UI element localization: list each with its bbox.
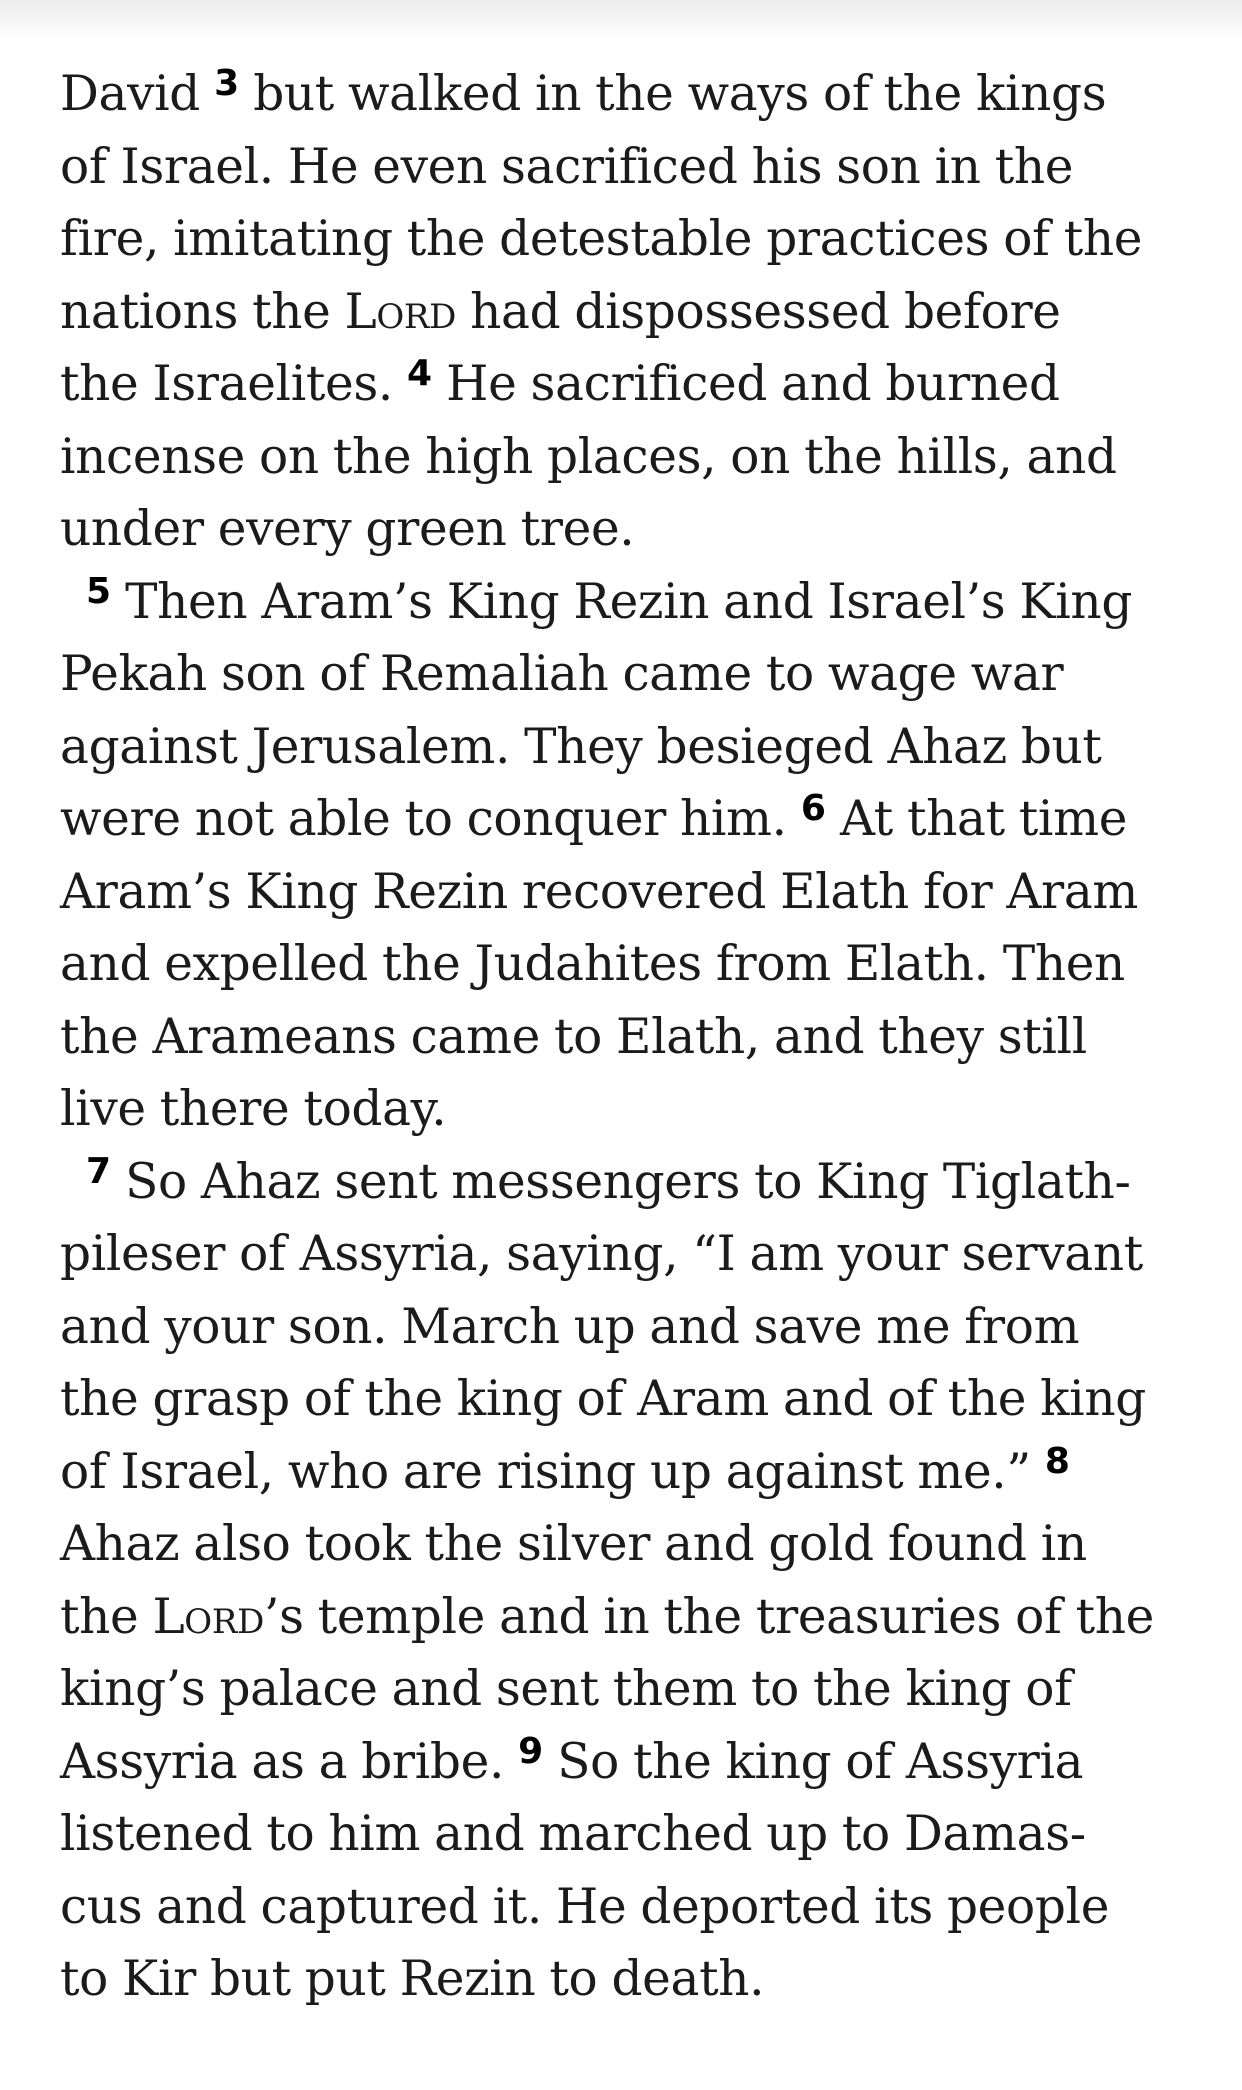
text-line: fire, imitating the detestable practices of the — [60, 211, 1143, 267]
text-line: of Israel. He even sacrificed his son in the — [60, 138, 1074, 195]
text-line — [60, 1581, 1200, 1654]
text-line: against Jerusalem. They besieged Ahaz but — [60, 718, 1102, 775]
text-run: So Ahaz sent messengers to King Tiglath- — [111, 1153, 1131, 1210]
text-line: under every green tree. — [60, 501, 635, 557]
text-run: He sacrificed and burned — [432, 356, 1060, 412]
text-line — [60, 1726, 1200, 1799]
text-line: live there today. — [60, 1081, 447, 1137]
text-run: nations the — [60, 283, 345, 340]
text-line: cus and captured it. He deported its people — [60, 1878, 1110, 1935]
text-line — [60, 1436, 1200, 1509]
text-run: Assyria as a bribe. — [60, 1733, 519, 1790]
text-run: ’s temple and in the treasuries of the — [264, 1588, 1155, 1645]
text-line: incense on the high places, on the hills, and — [60, 428, 1117, 485]
text-line: Pekah son of Remaliah came to wage war — [60, 646, 1064, 702]
text-line — [60, 1146, 1200, 1219]
text-line: and expelled the Judahites from Elath. Then — [60, 936, 1125, 992]
divine-name-lord: Lord — [344, 283, 457, 340]
text-line: to Kir but put Rezin to death. — [60, 1951, 765, 2007]
paragraph-verses-3-4 — [60, 58, 1200, 566]
text-line: Aram’s King Rezin recovered Elath for Aram — [60, 863, 1139, 920]
paragraph-verses-7-9 — [60, 1146, 1200, 2016]
text-run: but walked in the ways of the kings — [239, 66, 1107, 122]
text-run: were not able to conquer him. — [60, 791, 801, 847]
text-run: At that time — [825, 791, 1128, 847]
text-line: and your son. March up and save me from — [60, 1298, 1080, 1355]
verse-number-5[interactable]: 5 — [86, 570, 112, 612]
text-line — [60, 348, 1200, 421]
verse-number-4[interactable]: 4 — [407, 352, 433, 394]
top-edge-shadow — [0, 0, 1242, 40]
text-line: king’s palace and sent them to the king of — [60, 1661, 1072, 1717]
text-run: had dispossessed before — [456, 283, 1061, 340]
verse-number-8[interactable]: 8 — [1044, 1440, 1070, 1482]
text-run: So the king of Assyria — [543, 1733, 1084, 1790]
paragraph-verses-5-6 — [60, 566, 1200, 1146]
text-line — [60, 276, 1200, 349]
text-line — [60, 58, 1200, 131]
text-line: Ahaz also took the silver and gold found in — [60, 1516, 1087, 1572]
verse-number-7[interactable]: 7 — [86, 1150, 112, 1192]
text-line: the grasp of the king of Aram and of the king — [60, 1371, 1146, 1427]
text-line: the Arameans came to Elath, and they still — [60, 1008, 1087, 1065]
text-run: the — [60, 1588, 153, 1645]
divine-name-lord: Lord — [152, 1588, 264, 1645]
text-run: Then Aram’s King Rezin and Israel’s King — [111, 573, 1133, 630]
text-run: the Israelites. — [60, 356, 408, 412]
text-run: David — [60, 66, 215, 122]
scripture-passage — [60, 58, 1200, 2016]
verse-number-6[interactable]: 6 — [800, 787, 826, 829]
verse-number-9[interactable]: 9 — [518, 1730, 544, 1772]
text-line — [60, 783, 1200, 856]
verse-number-3[interactable]: 3 — [214, 62, 240, 104]
text-line: pileser of Assyria, saying, “I am your servant — [60, 1226, 1143, 1282]
text-line — [60, 566, 1200, 639]
text-run: of Israel, who are rising up against me.” — [60, 1443, 1045, 1500]
text-line: listened to him and marched up to Damas- — [60, 1806, 1086, 1862]
